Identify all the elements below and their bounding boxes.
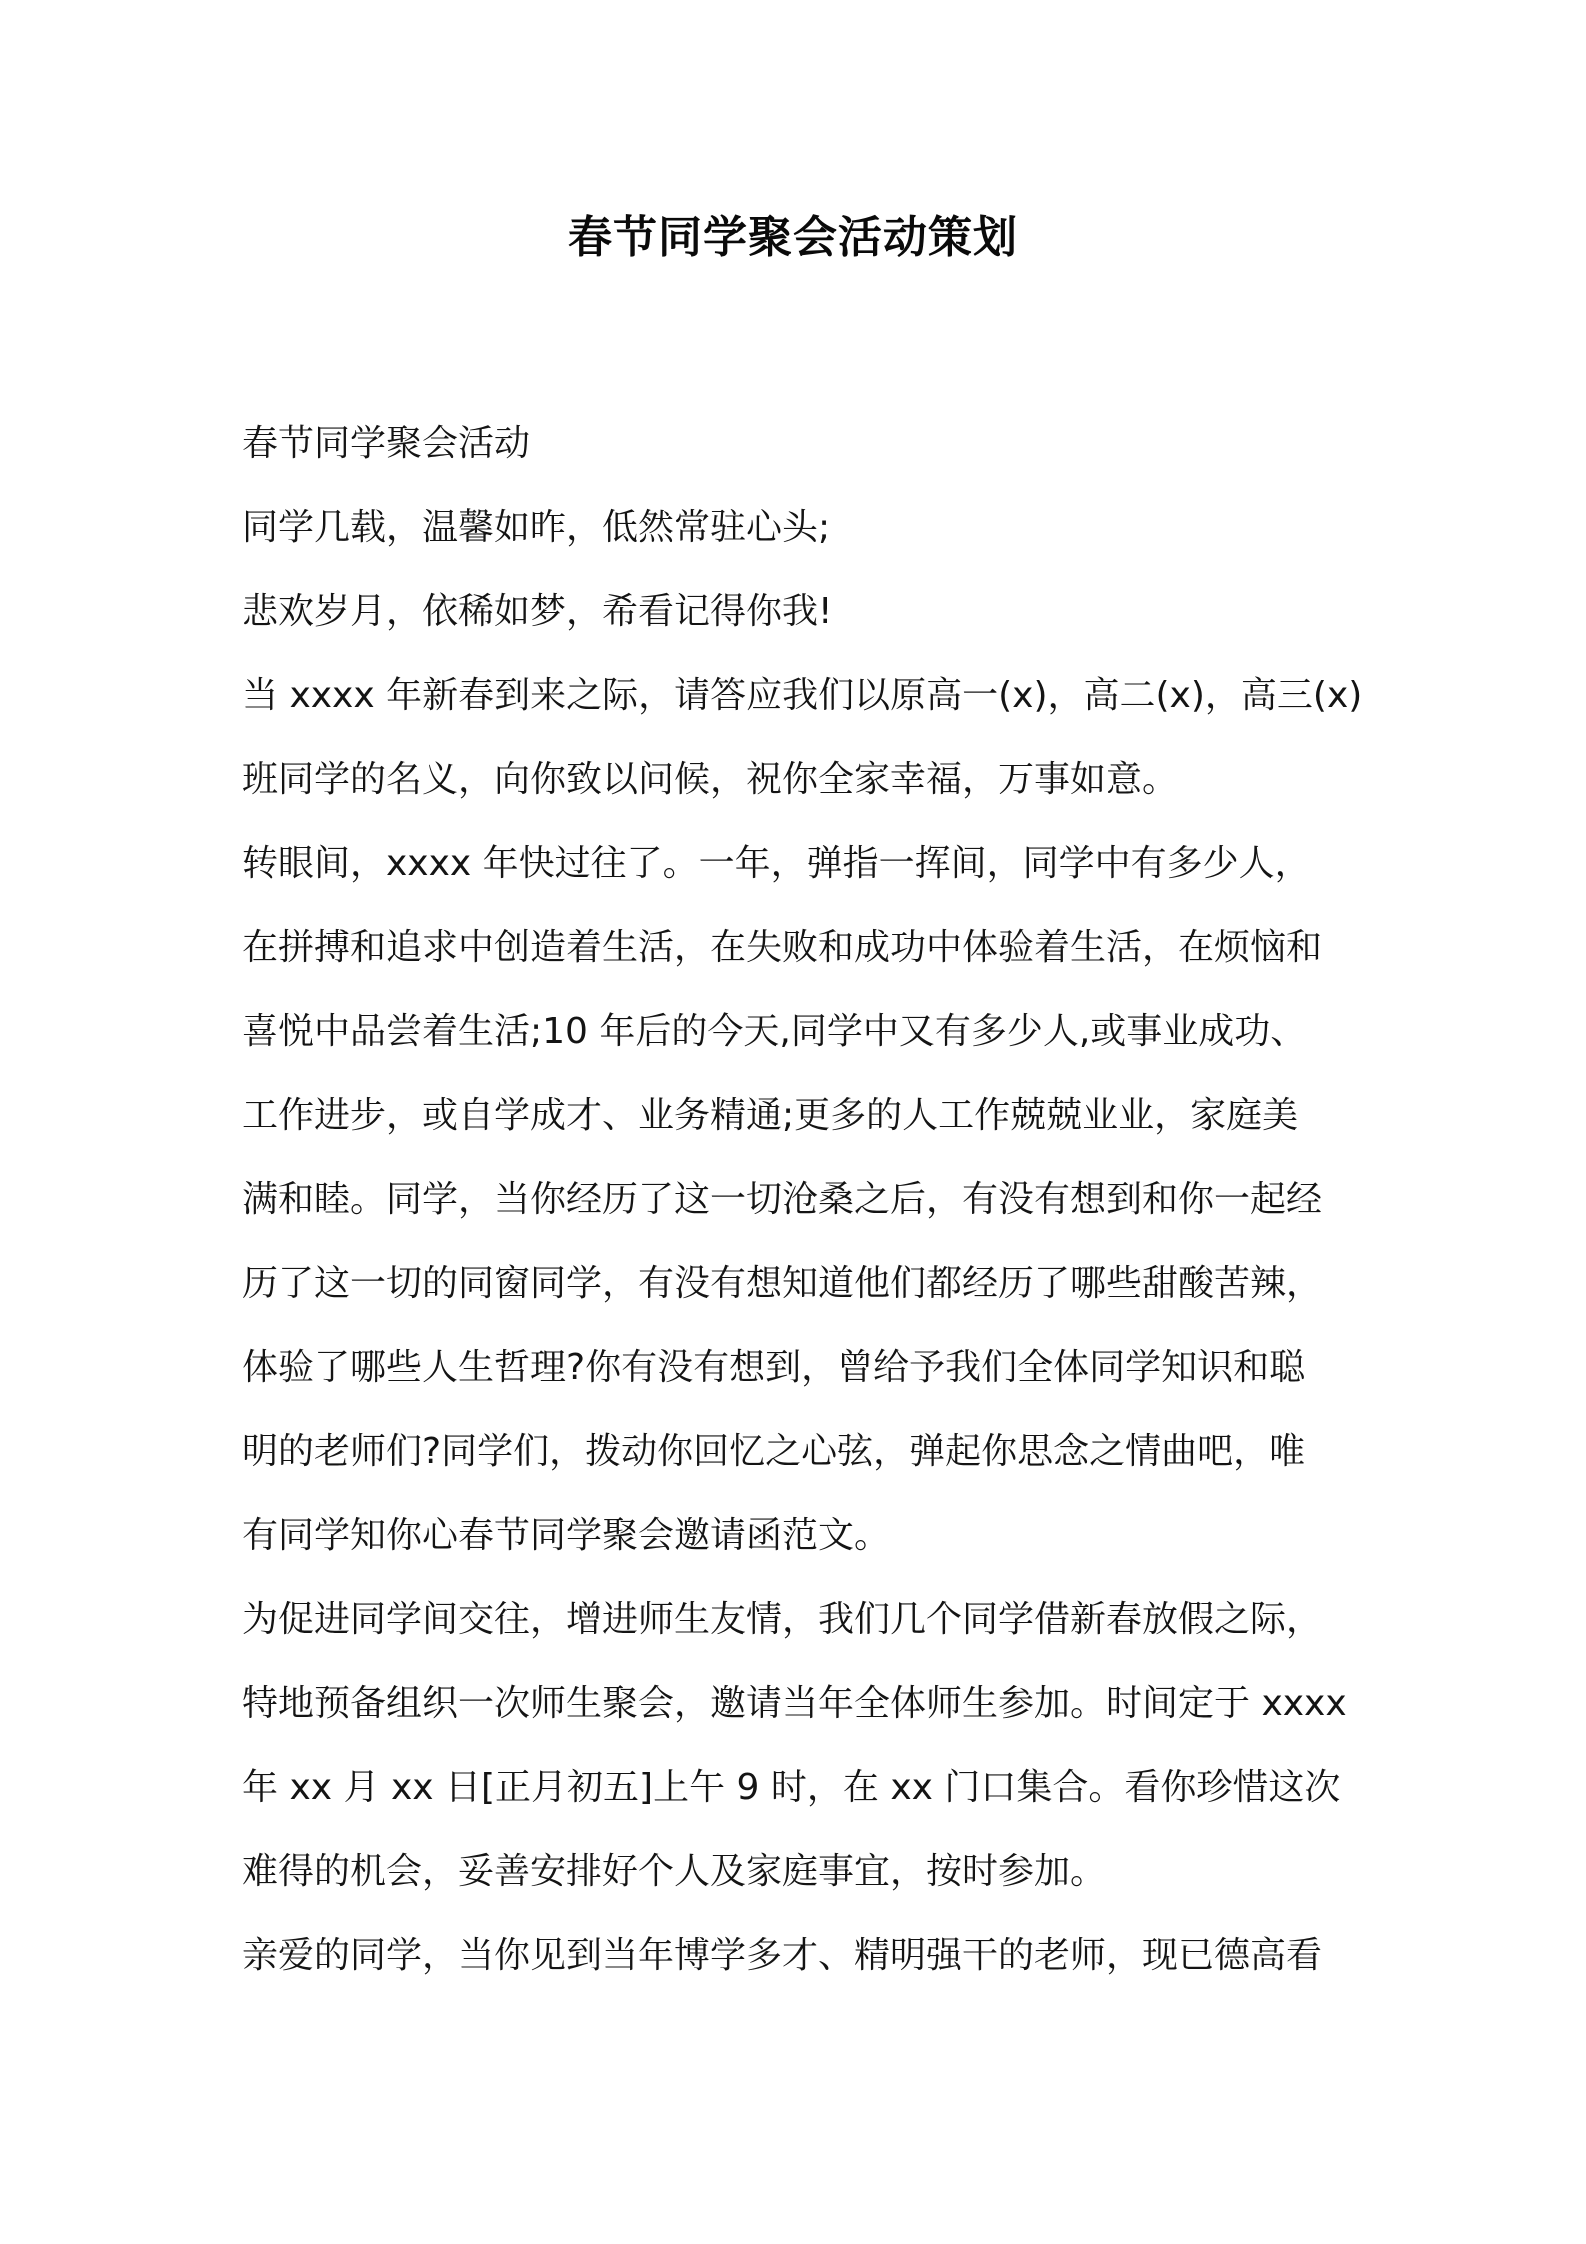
text-line: 春节同学聚会活动 (242, 423, 531, 464)
document-title: 春节同学聚会活动策划 (568, 212, 1018, 263)
text-line: 有同学知你心春节同学聚会邀请函范文。 (242, 1515, 891, 1556)
text-line: 转眼间，xxxx 年快过往了。一年，弹指一挥间，同学中有多少人， (242, 843, 1311, 884)
text-line: 当 xxxx 年新春到来之际，请答应我们以原高一(x)，高二(x)，高三(x) (242, 675, 1363, 716)
text-line: 满和睦。同学，当你经历了这一切沧桑之后，有没有想到和你一起经 (242, 1179, 1323, 1220)
text-line: 明的老师们?同学们，拨动你回忆之心弦，弹起你思念之情曲吧，唯 (242, 1431, 1306, 1472)
text-line: 体验了哪些人生哲理?你有没有想到，曾给予我们全体同学知识和聪 (242, 1347, 1306, 1388)
text-line: 同学几载，温馨如昨，低然常驻心头; (242, 507, 831, 548)
text-line: 历了这一切的同窗同学，有没有想知道他们都经历了哪些甜酸苦辣， (242, 1263, 1323, 1304)
text-line: 悲欢岁月，依稀如梦，希看记得你我! (242, 591, 833, 632)
text-line: 为促进同学间交往，增进师生友情，我们几个同学借新春放假之际， (242, 1599, 1323, 1640)
text-line: 在拼搏和追求中创造着生活，在失败和成功中体验着生活，在烦恼和 (242, 927, 1323, 968)
text-line: 特地预备组织一次师生聚会，邀请当年全体师生参加。时间定于 xxxx (242, 1683, 1347, 1724)
text-line: 难得的机会，妥善安排好个人及家庭事宜，按时参加。 (242, 1851, 1107, 1892)
document-body (242, 402, 1363, 1998)
text-line: 喜悦中品尝着生活;10 年后的今天,同学中又有多少人,或事业成功、 (242, 1011, 1307, 1052)
text-line: 亲爱的同学，当你见到当年博学多才、精明强干的老师，现已德高看 (242, 1935, 1323, 1976)
text-line: 工作进步，或自学成才、业务精通;更多的人工作兢兢业业，家庭美 (242, 1095, 1299, 1136)
text-line: 班同学的名义，向你致以问候，祝你全家幸福，万事如意。 (242, 759, 1179, 800)
text-line: 年 xx 月 xx 日[正月初五]上午 9 时，在 xx 门口集合。看你珍惜这次 (242, 1767, 1341, 1808)
